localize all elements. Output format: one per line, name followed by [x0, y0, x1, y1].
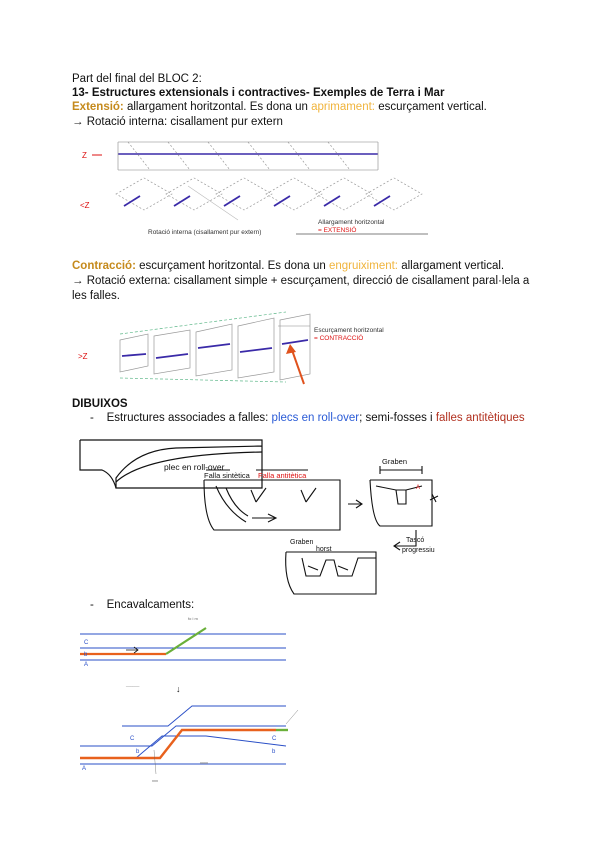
layer-c: C: [84, 640, 89, 646]
thrust-figure: [76, 614, 306, 794]
svg-text:xxxx: xxxx: [200, 760, 208, 765]
layer-b2: b: [136, 749, 140, 755]
extension-highlight: aprimament:: [311, 101, 375, 113]
item1-blue: plecs en roll-over: [271, 412, 360, 424]
bullet: -: [90, 412, 94, 424]
sketch-falla-sint: Falla sintètica: [204, 471, 250, 480]
drawings-heading: DIBUIXOS: [72, 398, 128, 410]
section-title: 13- Estructures extensionals i contractives- Exemples de Terra i Mar: [72, 87, 445, 99]
extension-text-after: escurçament vertical.: [375, 101, 487, 113]
extension-text-before: allargament horitzontal. Es dona un: [123, 101, 312, 113]
contraction-highlight: engruiximent:: [328, 260, 399, 272]
contraction-figure: [78, 306, 408, 388]
contraction-term: Contracció:: [72, 260, 136, 272]
sketch-tasco: Tascó: [406, 537, 425, 544]
extension-figure: [78, 134, 448, 244]
drawings-item-2: [90, 598, 194, 612]
layer-a2: A: [82, 766, 87, 772]
contraction-rotation-2: les falles.: [72, 290, 120, 302]
ext-caption-right-1: Allargament horitzontal: [318, 219, 385, 226]
layer-b: b: [84, 652, 88, 658]
item1-red: falles antitètiques: [435, 412, 525, 424]
contraction-caption-2: = CONTRACCIÓ: [314, 335, 364, 342]
svg-text:xxx: xxx: [152, 778, 158, 783]
layer-c2: C: [130, 736, 135, 742]
extension-definition: [72, 100, 487, 114]
layer-b3: b: [272, 749, 276, 755]
svg-text:A: A: [416, 485, 421, 491]
sketch-rollover-label: plec en roll-over: [164, 462, 225, 472]
sketch-horst: horst: [316, 546, 332, 553]
item2-label: Encavalcaments:: [106, 599, 195, 611]
svg-text:fo i m: fo i m: [188, 616, 198, 621]
contraction-label-z: >Z: [78, 352, 88, 361]
extension-term: Extensió:: [72, 101, 124, 113]
item1-mid: ; semi-fosses i: [359, 412, 436, 424]
contraction-text-after: allargament vertical.: [398, 260, 505, 272]
sketch-graben: Graben: [382, 457, 408, 466]
bullet-2: -: [90, 599, 94, 611]
item1-prefix: Estructures associades a falles:: [106, 412, 272, 424]
extension-rotation: → Rotació interna: cisallament pur extern: [72, 116, 283, 128]
fault-sketch-figure: [76, 430, 506, 605]
sketch-falla-anti: Falla antitètica: [258, 471, 307, 480]
sketch-progressiu: progressiu: [402, 547, 435, 554]
contraction-caption-1: Escurçament horitzontal: [314, 327, 384, 334]
ext-label-lz: <Z: [80, 201, 90, 210]
svg-text:______: ______: [126, 682, 140, 687]
layer-a: A: [84, 662, 89, 668]
layer-c3: C: [272, 736, 277, 742]
ext-caption-left: Rotació interna (cisallament pur extern): [148, 229, 262, 236]
contraction-definition: [72, 259, 504, 273]
contraction-text-before: escurçament horitzontal. Es dona un: [135, 260, 329, 272]
contraction-rotation-1: → Rotació externa: cisallament simple + escurçament, direcció de cisallament paral·lela a: [72, 275, 530, 287]
ext-label-z: Z: [82, 151, 87, 160]
ext-caption-right-2: = EXTENSIÓ: [318, 227, 357, 234]
part-label: Part del final del BLOC 2:: [72, 73, 202, 85]
drawings-item-1: [90, 411, 525, 425]
sketch-graben-left: Graben: [290, 539, 314, 546]
thrust-arrow-down: ↓: [176, 684, 181, 694]
